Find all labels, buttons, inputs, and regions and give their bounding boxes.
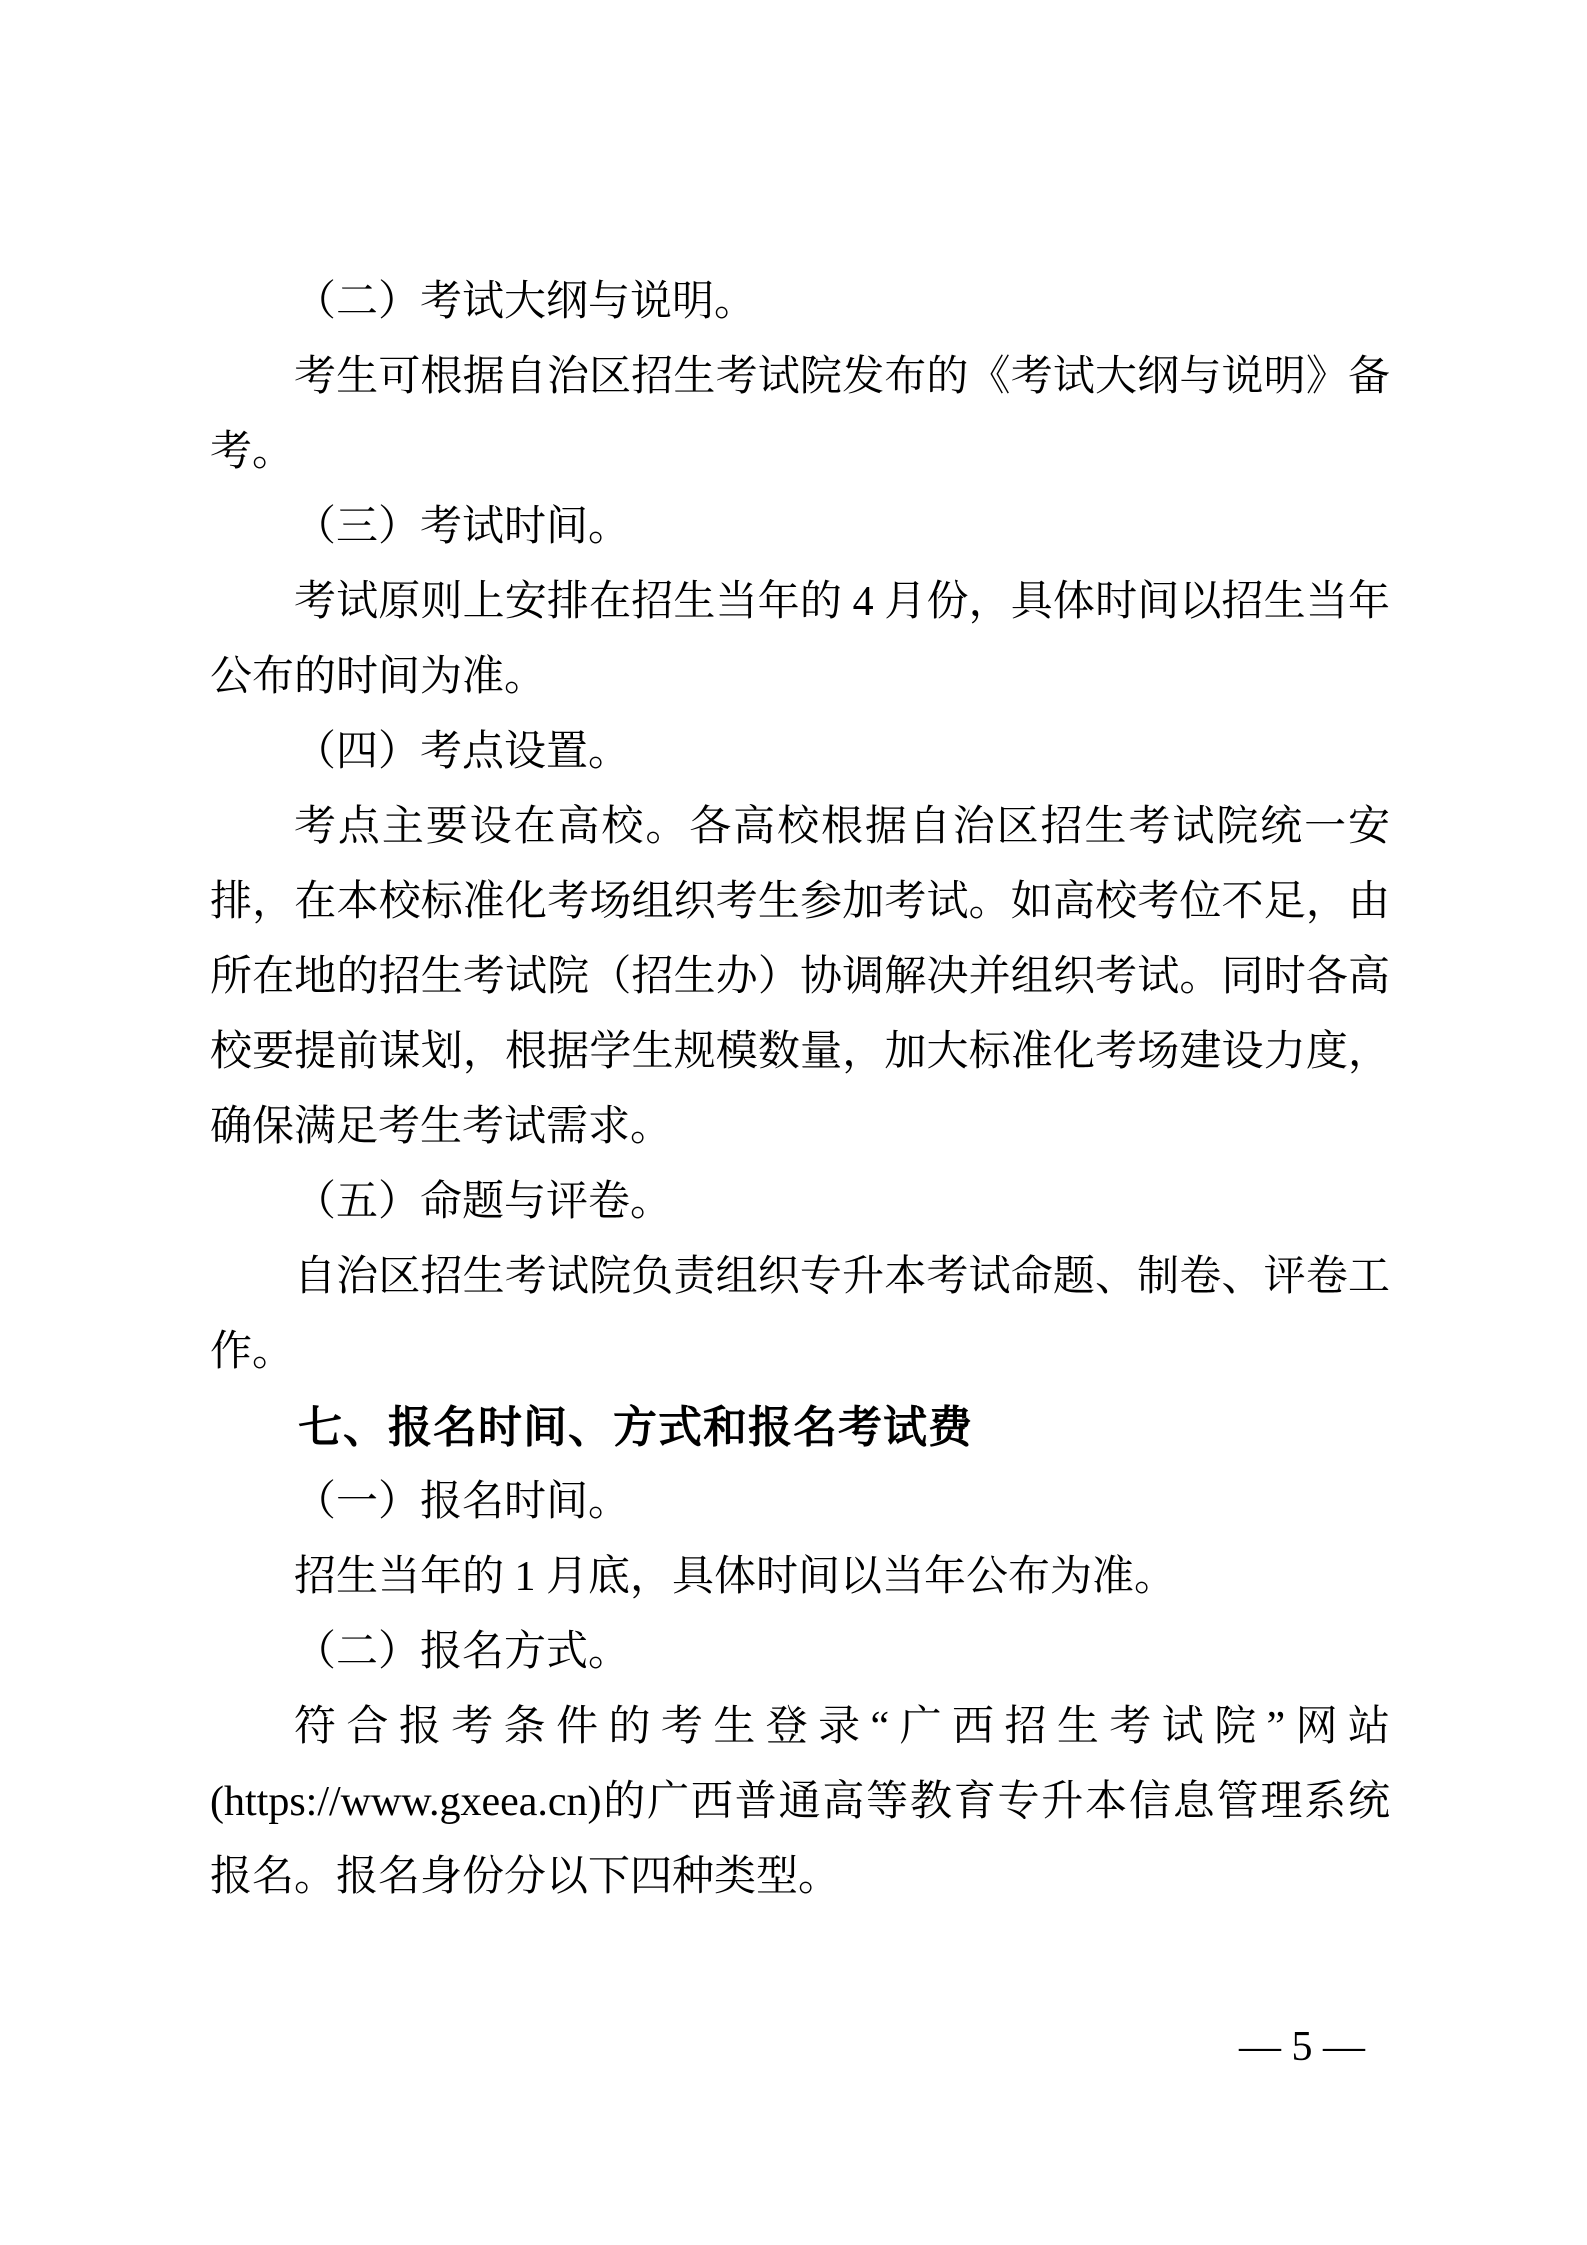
paragraph: 符合报考条件的考生登录“广西招生考试院”网站(https://www.gxeea.cn)的广西普通高等教育专升本信息管理系统报名。报名身份分以下四种类型。	[210, 1704, 1390, 1900]
paragraph: 考试原则上安排在招生当年的 4 月份，具体时间以招生当年公布的时间为准。	[210, 579, 1390, 700]
paragraph: 自治区招生考试院负责组织专升本考试命题、制卷、评卷工作。	[210, 1254, 1390, 1375]
section-heading: 七、报名时间、方式和报名考试费	[298, 1403, 973, 1452]
paragraph: （三）考试时间。	[294, 504, 631, 550]
document-body	[210, 265, 1390, 1915]
page-number: — 5 —	[1239, 2024, 1365, 2070]
paragraph: （一）报名时间。	[294, 1479, 631, 1525]
paragraph: （二）考试大纲与说明。	[294, 279, 757, 325]
paragraph: 考生可根据自治区招生考试院发布的《考试大纲与说明》备考。	[210, 354, 1390, 475]
paragraph: 招生当年的 1 月底，具体时间以当年公布为准。	[294, 1554, 1177, 1600]
paragraph: （四）考点设置。	[294, 729, 631, 775]
paragraph: （二）报名方式。	[294, 1629, 631, 1675]
paragraph: 考点主要设在高校。各高校根据自治区招生考试院统一安排，在本校标准化考场组织考生参加考试。如高校考位不足，由所在地的招生考试院（招生办）协调解决并组织考试。同时各高校要提前谋划，根据学生规模数量，加大标准化考场建设力度，确保满足考生考试需求。	[210, 804, 1390, 1150]
page-footer	[1239, 2022, 1365, 2072]
paragraph: （五）命题与评卷。	[294, 1179, 673, 1225]
